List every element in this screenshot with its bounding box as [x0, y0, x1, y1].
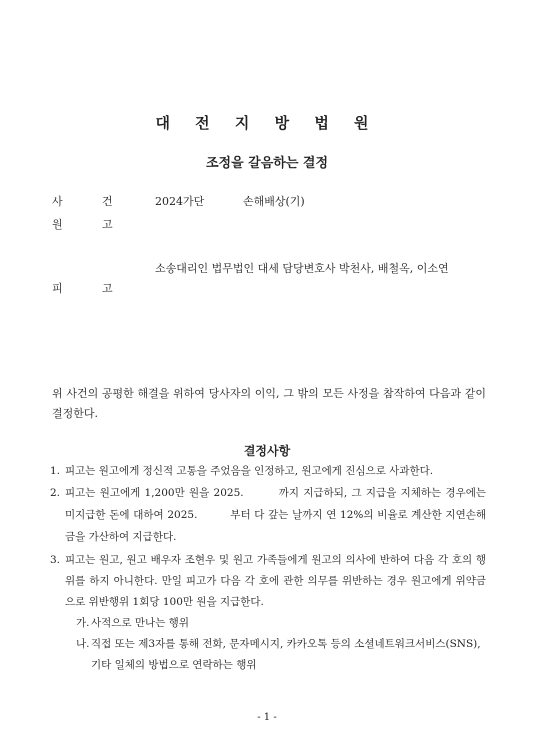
plaintiff-label-2: 고	[102, 218, 113, 231]
document-title: 조정을 갈음하는 결정	[205, 156, 329, 171]
subitem-text: 사적으로 만나는 행위	[91, 617, 189, 629]
subitem-text: 직접 또는 제3자를 통해 전화, 문자메시지, 카카오톡 등의 소셜네트워크서비스(SNS), 기타 일체의 방법으로 연락하는 행위	[91, 638, 481, 671]
case-name: 손해배상(기)	[243, 195, 305, 208]
item-text: 피고는 원고에게 1,200만 원을 2025. 까지 지급하되, 그 지급을 지체하는 경우에는 미지급한 돈에 대하여 2025. 부터 다 갚는 날까지 연 12%의 비율로 계산한 지연손해금을 가산하여 지급한다.	[65, 487, 486, 543]
item-text: 피고는 원고에게 정신적 고통을 주었음을 인정하고, 원고에게 진심으로 사과한다.	[65, 465, 434, 477]
subitem-na	[76, 634, 486, 676]
case-label-1: 사	[52, 195, 63, 208]
defendant-label-2: 고	[102, 282, 113, 295]
item-number: 3.	[50, 554, 61, 566]
decision-item-1	[50, 461, 486, 482]
subitem-ga	[76, 613, 486, 634]
court-name: 대 전 지 방 법 원	[155, 114, 379, 132]
case-number: 2024가단	[155, 195, 205, 208]
plaintiff-label-1: 원	[52, 218, 63, 231]
case-label-2: 건	[102, 195, 113, 208]
defendant-label-1: 피	[52, 282, 63, 295]
item-number: 1.	[50, 465, 61, 477]
item-number: 2.	[50, 487, 61, 499]
subitem-mark: 가.	[76, 617, 90, 629]
decision-item-3	[50, 550, 486, 613]
decision-item-2	[50, 482, 486, 548]
intro-paragraph: 위 사건의 공평한 해결을 위하여 당사자의 이익, 그 밖의 모든 사정을 참작하여 다음과 같이 결정한다.	[52, 387, 486, 420]
counsel-line: 소송대리인 법무법인 대세 담당변호사 박천사, 배철옥, 이소연	[155, 262, 449, 275]
subitem-mark: 나.	[76, 638, 90, 650]
page-number: - 1 -	[257, 712, 277, 723]
item-text: 피고는 원고, 원고 배우자 조현우 및 원고 가족들에게 원고의 의사에 반하여 다음 각 호의 행위를 하지 아니한다. 만일 피고가 다음 각 호에 관한 의무를 위반하는 경우 원고에게 위약금으로 위반행위 1회당 100만 원을 지급한다.	[65, 554, 486, 608]
section-heading: 결정사항	[243, 444, 291, 458]
